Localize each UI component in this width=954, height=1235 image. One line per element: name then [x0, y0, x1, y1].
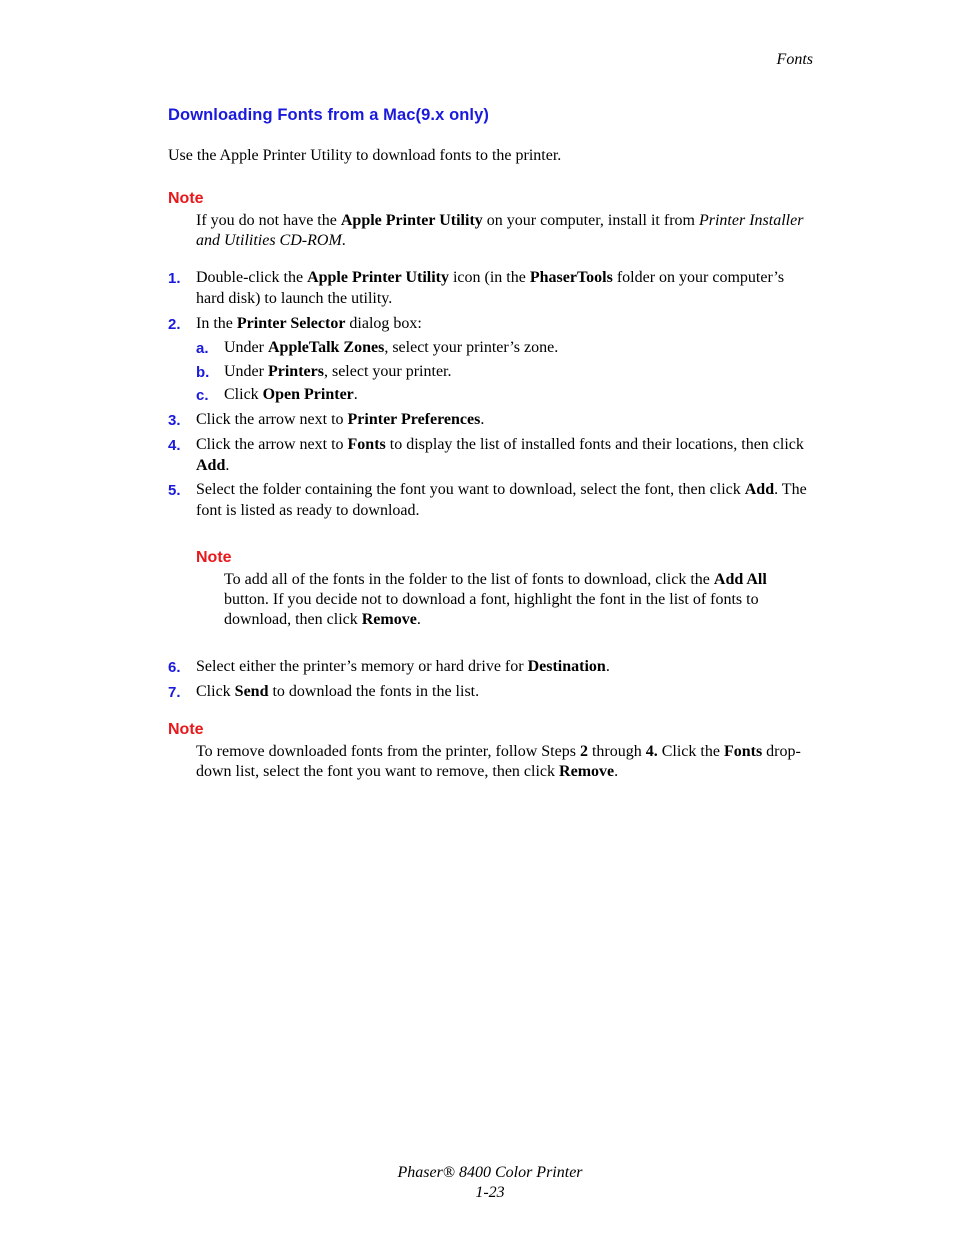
- step-number: 5.: [168, 482, 181, 499]
- step-number: 1.: [168, 270, 181, 287]
- step-number: 4.: [168, 437, 181, 454]
- section-heading: Downloading Fonts from a Mac(9.x only): [168, 106, 489, 124]
- step-number: 7.: [168, 684, 181, 701]
- step-text: In the Printer Selector dialog box:: [196, 315, 422, 332]
- substep-letter: c.: [196, 387, 209, 404]
- step-number: 6.: [168, 659, 181, 676]
- step-text: Select either the printer’s memory or hard drive for Destination.: [196, 658, 610, 675]
- intro-paragraph: Use the Apple Printer Utility to download fonts to the printer.: [168, 147, 562, 164]
- footer-product: Phaser® 8400 Color Printer: [397, 1164, 583, 1181]
- note-label: Note: [168, 721, 204, 738]
- step-text: Click the arrow next to Fonts to display the list of installed fonts and their locations, then click Add.: [196, 436, 804, 474]
- running-header: Fonts: [776, 51, 813, 68]
- substep-text: Under AppleTalk Zones, select your printer’s zone.: [224, 339, 559, 356]
- note-label: Note: [168, 190, 204, 207]
- substep-letter: a.: [196, 340, 209, 357]
- note-text: To remove downloaded fonts from the printer, follow Steps 2 through 4. Click the Fonts drop-down list, select the font you want to remove, then click Remove.: [196, 743, 801, 780]
- substep-text: Under Printers, select your printer.: [224, 363, 452, 380]
- substep-letter: b.: [196, 364, 210, 381]
- substep-text: Click Open Printer.: [224, 386, 358, 403]
- note-text: If you do not have the Apple Printer Utility on your computer, install it from Printer Installer and Utilities CD-ROM.: [196, 212, 804, 249]
- note-text: To add all of the fonts in the folder to the list of fonts to download, click the Add All button. If you decide not to download a font, highlight the font in the list of fonts to download, then click Remove.: [224, 571, 767, 628]
- step-text: Click Send to download the fonts in the list.: [196, 683, 480, 700]
- footer-page-number: 1-23: [475, 1184, 505, 1201]
- step-text: Select the folder containing the font you want to download, select the font, then click Add. The font is listed as ready to download.: [196, 481, 807, 519]
- step-number: 2.: [168, 316, 181, 333]
- step-text: Double-click the Apple Printer Utility icon (in the PhaserTools folder on your computer’s hard disk) to launch the utility.: [196, 269, 785, 307]
- note-label: Note: [196, 549, 232, 566]
- step-number: 3.: [168, 412, 181, 429]
- step-text: Click the arrow next to Printer Preferences.: [196, 411, 485, 428]
